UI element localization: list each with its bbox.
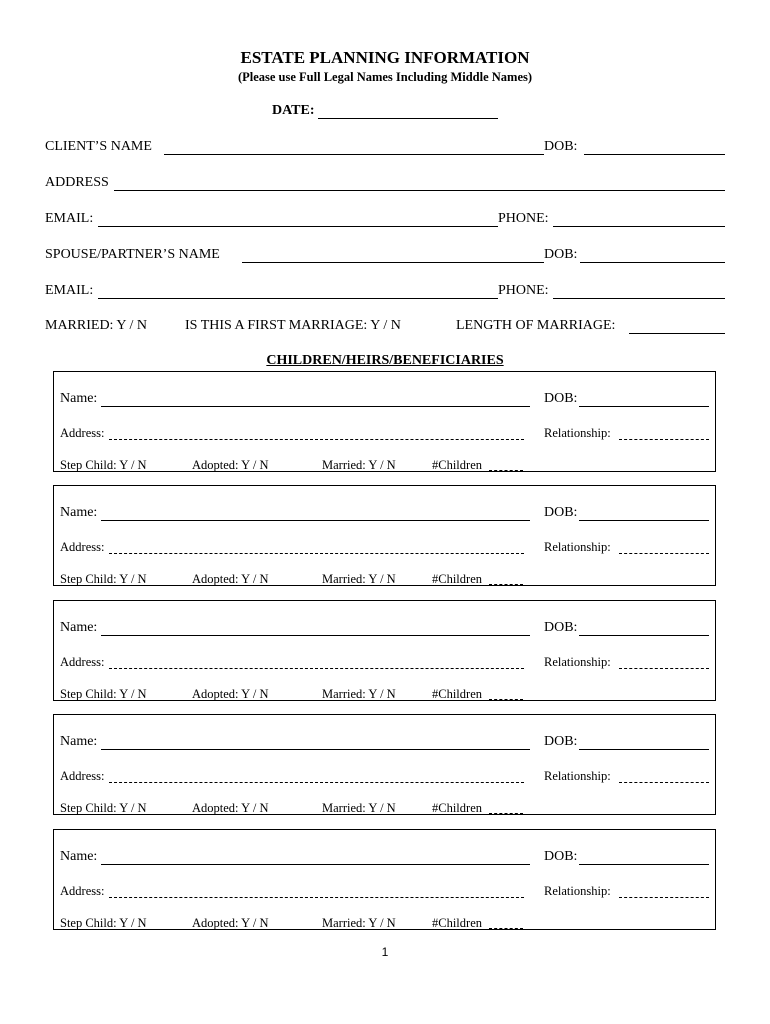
child-married-label: Married: Y / N [322,458,396,472]
child-address-label: Address: [60,769,105,783]
child-address-label: Address: [60,540,105,554]
child-entry [53,371,716,472]
child-relationship-field[interactable] [619,897,709,898]
first-marriage-label: IS THIS A FIRST MARRIAGE: Y / N [185,318,401,333]
child-adopted-label: Adopted: Y / N [192,916,269,930]
client-address-field[interactable] [114,190,725,191]
client-phone-field[interactable] [553,226,725,227]
spouse-dob-label: DOB: [544,247,578,262]
child-children-count-label: #Children [432,916,482,930]
spouse-phone-label: PHONE: [498,283,549,298]
child-children-count-field[interactable] [489,699,523,700]
child-name-field[interactable] [101,520,530,521]
spouse-email-field[interactable] [98,298,498,299]
spouse-name-label: SPOUSE/PARTNER’S NAME [45,247,220,262]
married-label: MARRIED: Y / N [45,318,148,333]
child-relationship-label: Relationship: [544,540,611,554]
child-children-count-label: #Children [432,801,482,815]
child-entry [53,485,716,586]
child-relationship-label: Relationship: [544,884,611,898]
child-children-count-field[interactable] [489,928,523,929]
date-field[interactable] [318,118,498,119]
spouse-dob-field[interactable] [580,262,725,263]
child-adopted-label: Adopted: Y / N [192,572,269,586]
child-name-field[interactable] [101,635,530,636]
client-name-field[interactable] [164,154,544,155]
child-name-label: Name: [60,391,98,406]
spouse-email-label: EMAIL: [45,283,94,298]
child-relationship-label: Relationship: [544,426,611,440]
child-married-label: Married: Y / N [322,687,396,701]
child-children-count-label: #Children [432,572,482,586]
client-email-field[interactable] [98,226,498,227]
page-number: 1 [381,945,389,959]
form-subtitle: (Please use Full Legal Names Including Middle Names) [237,70,533,84]
marriage-length-label: LENGTH OF MARRIAGE: [456,318,616,333]
child-name-label: Name: [60,620,98,635]
child-children-count-label: #Children [432,458,482,472]
child-relationship-field[interactable] [619,782,709,783]
client-email-label: EMAIL: [45,211,94,226]
client-address-label: ADDRESS [45,175,109,190]
child-dob-label: DOB: [544,734,578,749]
child-children-count-label: #Children [432,687,482,701]
child-name-label: Name: [60,505,98,520]
child-children-count-field[interactable] [489,813,523,814]
child-relationship-field[interactable] [619,439,709,440]
child-stepchild-label: Step Child: Y / N [60,687,147,701]
child-entry [53,829,716,930]
marriage-length-field[interactable] [629,333,725,334]
child-address-label: Address: [60,655,105,669]
child-relationship-label: Relationship: [544,769,611,783]
child-address-field[interactable] [109,782,524,783]
child-entry [53,600,716,701]
spouse-name-field[interactable] [242,262,544,263]
child-dob-label: DOB: [544,620,578,635]
child-name-label: Name: [60,734,98,749]
child-dob-label: DOB: [544,505,578,520]
child-address-label: Address: [60,426,105,440]
child-address-field[interactable] [109,553,524,554]
child-dob-field[interactable] [579,749,709,750]
client-dob-label: DOB: [544,139,578,154]
client-dob-field[interactable] [584,154,725,155]
child-married-label: Married: Y / N [322,572,396,586]
child-dob-field[interactable] [579,635,709,636]
child-entry [53,714,716,815]
child-dob-field[interactable] [579,406,709,407]
child-dob-label: DOB: [544,849,578,864]
child-address-field[interactable] [109,897,524,898]
child-stepchild-label: Step Child: Y / N [60,801,147,815]
child-married-label: Married: Y / N [322,916,396,930]
child-dob-field[interactable] [579,864,709,865]
child-name-field[interactable] [101,864,530,865]
child-adopted-label: Adopted: Y / N [192,687,269,701]
form-title: ESTATE PLANNING INFORMATION [240,48,530,67]
child-stepchild-label: Step Child: Y / N [60,916,147,930]
client-name-label: CLIENT’S NAME [45,139,152,154]
child-dob-label: DOB: [544,391,578,406]
child-stepchild-label: Step Child: Y / N [60,458,147,472]
child-name-field[interactable] [101,749,530,750]
child-adopted-label: Adopted: Y / N [192,458,269,472]
child-address-field[interactable] [109,668,524,669]
client-phone-label: PHONE: [498,211,549,226]
child-relationship-field[interactable] [619,553,709,554]
spouse-phone-field[interactable] [553,298,725,299]
child-relationship-label: Relationship: [544,655,611,669]
child-address-field[interactable] [109,439,524,440]
child-dob-field[interactable] [579,520,709,521]
child-stepchild-label: Step Child: Y / N [60,572,147,586]
child-children-count-field[interactable] [489,584,523,585]
child-children-count-field[interactable] [489,470,523,471]
child-address-label: Address: [60,884,105,898]
child-name-label: Name: [60,849,98,864]
child-name-field[interactable] [101,406,530,407]
date-label: DATE: [272,103,315,118]
child-relationship-field[interactable] [619,668,709,669]
children-section-title: CHILDREN/HEIRS/BENEFICIARIES [266,353,504,368]
child-married-label: Married: Y / N [322,801,396,815]
child-adopted-label: Adopted: Y / N [192,801,269,815]
